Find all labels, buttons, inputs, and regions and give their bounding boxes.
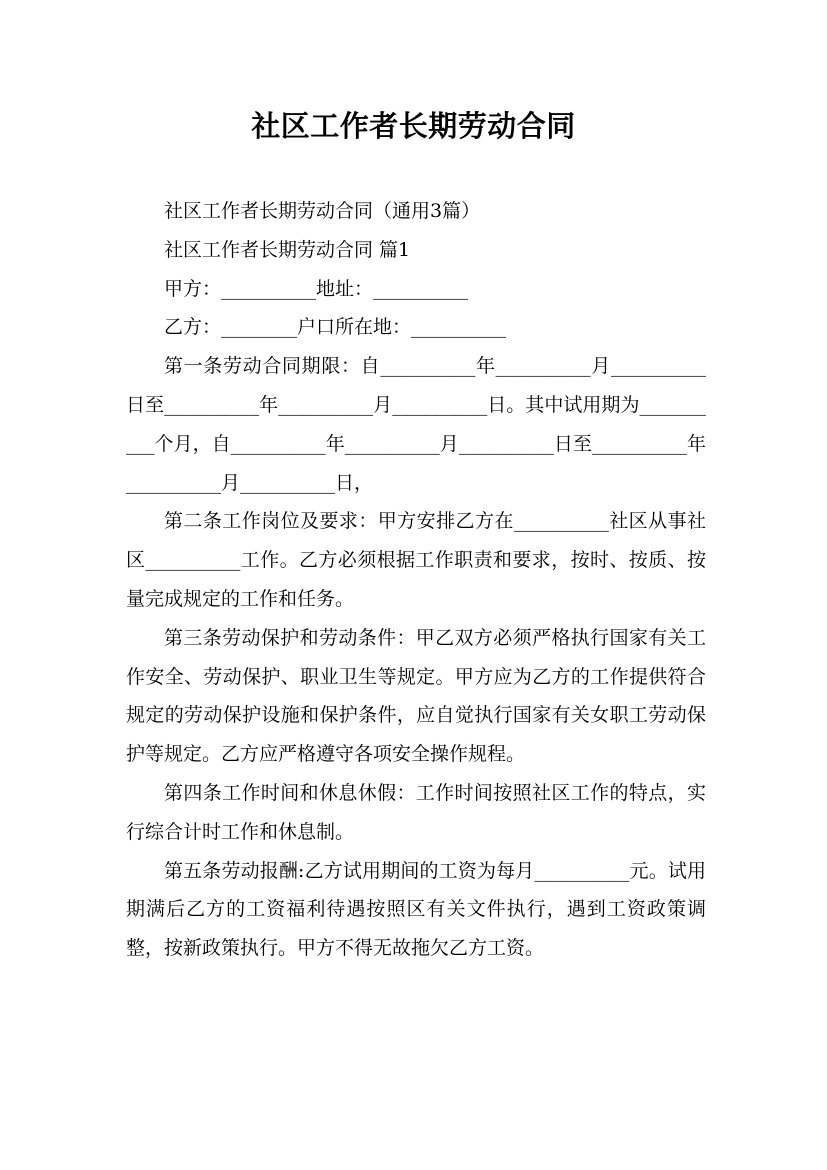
party-b-line: 乙方：________户口所在地：__________: [164, 316, 507, 339]
document-title: 社区工作者长期劳动合同: [251, 109, 576, 143]
article-3-paragraph: 第三条劳动保护和劳动条件：甲乙双方必须严格执行国家有关工作安全、劳动保护、职业卫生等规定。甲方应为乙方的工作提供符合规定的劳动保护设施和保护条件，应自觉执行国家有关女职工劳动保护等规定。乙方应严格遵守各项安全操作规程。: [126, 626, 706, 766]
article-1-paragraph: 第一条劳动合同期限：自__________年__________月__________日至__________年__________月__________日。其中试用期为__________个月，自__________年__________月__________日至__________年__________月__________日，: [126, 355, 706, 494]
article-2-paragraph: 第二条工作岗位及要求：甲方安排乙方在__________社区从事社区__________工作。乙方必须根据工作职责和要求，按时、按质、按量完成规定的工作和任务。: [126, 510, 706, 610]
subtitle-paragraph: 社区工作者长期劳动合同（通用3篇）: [164, 200, 481, 222]
article-5-paragraph: 第五条劳动报酬:乙方试用期间的工资为每月__________元。试用期满后乙方的工资福利待遇按照区有关文件执行，遇到工资政策调整，按新政策执行。甲方不得无故拖欠乙方工资。: [126, 859, 706, 960]
document-body: [126, 192, 706, 968]
article-4-paragraph: 第四条工作时间和休息休假：工作时间按照社区工作的特点，实行综合计时工作和休息制。: [126, 781, 706, 843]
party-a-line: 甲方：__________地址：__________: [164, 277, 469, 300]
section-heading: 社区工作者长期劳动合同 篇1: [164, 238, 411, 261]
